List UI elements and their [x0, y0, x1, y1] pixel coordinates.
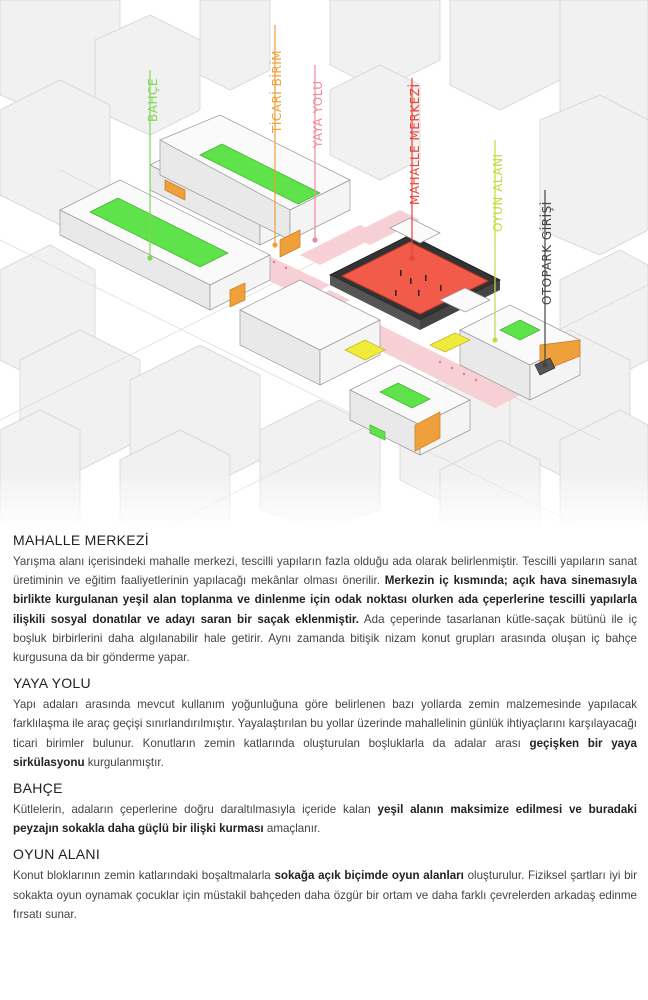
label-bahce: BAHÇE: [146, 78, 160, 122]
section-body: Konut bloklarının zemin katlarındaki boşaltmalarla sokağa açık biçimde oyun alanları oluşturulur. Fiziksel şartları iyi bir sokakta oyun oynamak çocuklar için müstakil bahçeden daha özgür bir ortam ve daha farklı çevrelerden arkadaş edinme fırsatı sunar.: [13, 869, 637, 921]
section-bahce: [13, 780, 637, 838]
section-mahalle-merkezi: [13, 532, 637, 667]
label-yaya-yolu: YAYA YOLU: [311, 80, 325, 148]
section-body: Yapı adaları arasında mevcut kullanım yoğunluğuna göre belirlenen bazı yollarda zemin malzemesinde yapılacak farklılaşma ile araç geçişi sınırlandırılmıştır. Yayalaştırılan bu yollar üzerinde mahallelinin günlük ihtiyaçlarını karşılayacağı ticari birimler bulunur. Konutların zemin katlarında oluşturulan boşluklarla da adalar arası geçişken bir yaya sirkülasyonu kurgulanmıştır.: [13, 698, 637, 769]
label-otopark-girisi: OTOPARK GİRİŞİ: [540, 201, 554, 305]
section-body: Yarışma alanı içerisindeki mahalle merkezi, tescilli yapıların fazla olduğu ada olarak belirlenmiştir. Tescilli yapıların sanat üretiminin ve eğitim faaliyetlerinin yapılacağı mekânlar olması önerilir. Merkezin iç kısmında; açık hava sinemasıyla birlikte kurgulanan yeşil alan toplanma ve dinlenme için odak noktası olurken ada çeperlerine tescilli yapılarla ilişkili sosyal donatılar ve adayı saran bir saçak eklenmiştir. Ada çeperinde tasarlanan kütle-saçak bütünü ile iç boşluk birbirlerini daha algılanabilir hale getirir. Aynı zamanda bitişik nizam konut grupları arasında oluşan iç bahçe kurgusuna da bir gönderme yapar.: [13, 555, 637, 665]
section-title: BAHÇE: [13, 780, 63, 797]
section-title: MAHALLE MERKEZİ: [13, 532, 149, 548]
section-title: OYUN ALANI: [13, 846, 101, 863]
section-body: Kütlelerin, adaların çeperlerine doğru daraltılmasıyla içeride kalan yeşil alanın maksimize edilmesi ve buradaki peyzajın sokakla daha güçlü bir ilişki kurması amaçlanır.: [13, 803, 637, 836]
section-yaya-yolu: [13, 675, 637, 772]
label-oyun-alani: OYUN ALANI: [491, 153, 505, 232]
section-title: YAYA YOLU: [13, 675, 91, 692]
description-text: [13, 532, 637, 932]
section-oyun-alani: [13, 846, 637, 924]
label-ticari-birim: TİCARİ BİRİM: [270, 49, 284, 133]
label-mahalle-merkezi: MAHALLE MERKEZİ: [408, 83, 422, 205]
